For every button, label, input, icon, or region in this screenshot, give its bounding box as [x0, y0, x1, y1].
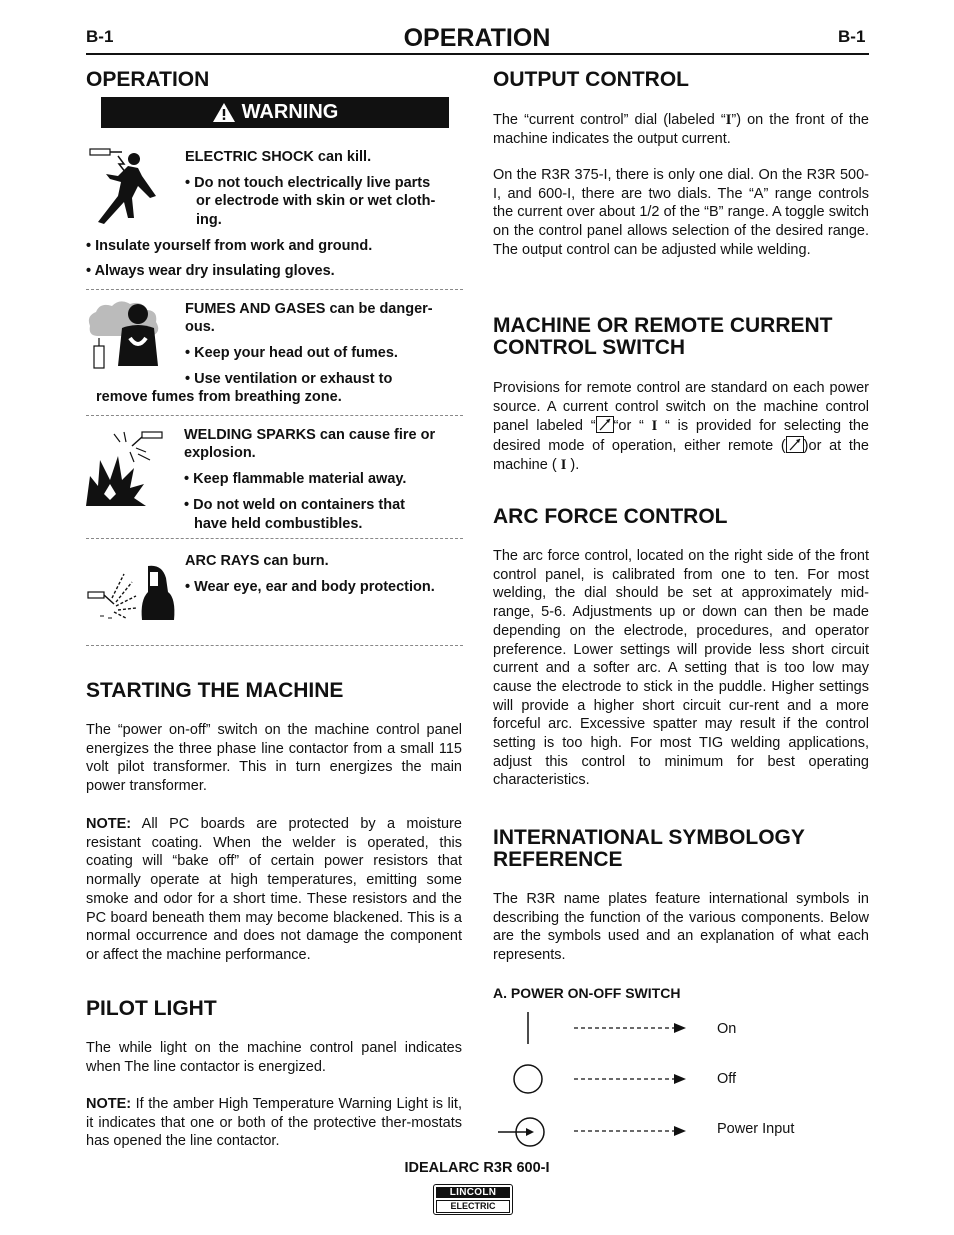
output-text-b: ”) on the front of the machine indicates the output current. [493, 112, 869, 147]
shock-bullet-1c: ing. [196, 212, 222, 228]
shock-bullet-2: • Insulate yourself from work and ground. [86, 238, 373, 254]
logo-top-text: LINCOLN [436, 1187, 510, 1198]
current-symbol: I [725, 112, 732, 128]
remote-symbol-icon [596, 416, 614, 433]
divider [86, 415, 463, 416]
starting-paragraph: The “power on-off” switch on the machine control panel energizes the three phase line contactor from a small 115 volt pilot transformer. This in turn energizes the main power transformer. [86, 722, 462, 795]
pilot-heading: PILOT LIGHT [86, 997, 217, 1020]
note-label: NOTE: [86, 1096, 132, 1112]
rays-bullet-1: • Wear eye, ear and body protection. [185, 579, 435, 595]
sparks-bullet-2a: • Do not weld on containers that [184, 497, 405, 513]
off-circle-icon [510, 1062, 690, 1098]
fumes-bullet-2a: • Use ventilation or exhaust to [185, 371, 393, 387]
local-symbol: I [651, 418, 658, 435]
electric-shock-icon [88, 146, 168, 226]
remote-text-b: “or “ [613, 418, 652, 435]
arc-rays-icon [86, 562, 176, 622]
operation-heading: OPERATION [86, 68, 210, 91]
symbol-label-power-input: Power Input [717, 1121, 795, 1137]
warning-banner [101, 97, 449, 128]
output-paragraph-2: On the R3R 375-I, there is only one dial. On the R3R 500-I, and 600-I, there are two dials. The “A” range controls the current over about 1/2 of the “B” range. A toggle switch on the control panel allows selection of the desired range. The output control can be adjusted while welding. [493, 167, 869, 258]
note-label: NOTE: [86, 816, 132, 832]
warning-label: WARNING [241, 101, 339, 123]
shock-title: ELECTRIC SHOCK can kill. [185, 149, 372, 165]
starting-note [86, 815, 462, 965]
local-symbol: I [560, 456, 567, 473]
sparks-bullet-1: • Keep flammable material away. [184, 471, 407, 487]
divider [86, 538, 463, 539]
model-footer: IDEALARC R3R 600-I [404, 1160, 550, 1176]
fumes-title-b: ous. [185, 319, 215, 335]
page-title: OPERATION [403, 24, 551, 52]
remote-text-c: “ is provided for selecting the desired mode of operation, either remote ( [493, 418, 869, 455]
arc-force-heading: ARC FORCE CONTROL [493, 505, 728, 528]
page-code-left: B-1 [86, 27, 114, 46]
shock-bullet-1a: • Do not touch electrically live parts [185, 175, 431, 191]
header-rule [86, 53, 869, 55]
remote-text-d: )or at the machine ( [493, 438, 869, 473]
sparks-title-b: explosion. [184, 445, 256, 461]
shock-bullet-3: • Always wear dry insulating gloves. [86, 263, 335, 279]
remote-text-a: Provisions for remote control are standard on each power source. A current control switch on the machine control panel labeled “ [493, 380, 869, 435]
remote-paragraph [493, 379, 869, 475]
remote-symbol-icon [786, 436, 804, 453]
symbol-label-off: Off [717, 1071, 737, 1087]
output-paragraph-1 [493, 111, 869, 148]
pilot-note [86, 1095, 462, 1151]
lincoln-electric-logo [433, 1184, 513, 1215]
output-heading: OUTPUT CONTROL [493, 68, 689, 91]
remote-heading-a: MACHINE OR REMOTE CURRENT [493, 314, 833, 337]
arc-force-paragraph: The arc force control, located on the right side of the front control panel, is calibrated from one to ten. For most welding, the dial should be set at approximately mid-range, 5-6. Adjustments up or down can then be made depending on the electrode, procedures, and operator preference. Lower settings will provide less short circuit current and a softer arc. A setting that is too low may cause the electrode to stick in the puddle. Higher settings will provide a higher short circuit cur-rent and a more forceful arc. Excessive spatter may result if the control setting is too high. For most TIG welding applications, adjust this control to minimum for best operating characteristics. [493, 548, 869, 789]
page-code-right: B-1 [838, 27, 866, 46]
fumes-icon [86, 298, 176, 370]
pilot-paragraph: The while light on the machine control panel indicates when The line contactor is energized. [86, 1040, 462, 1075]
pilot-note-text: If the amber High Temperature Warning Light is lit, it indicates that one or both of the protective ther-mostats has opened the line contactor. [86, 1096, 462, 1150]
intl-heading-b: REFERENCE [493, 848, 623, 871]
warning-triangle-icon [212, 102, 236, 123]
shock-bullet-1b: or electrode with skin or wet cloth- [196, 193, 436, 209]
divider [86, 645, 463, 646]
power-input-icon [496, 1114, 690, 1150]
fumes-bullet-1: • Keep your head out of fumes. [185, 345, 398, 361]
intl-paragraph: The R3R name plates feature international symbols in describing the function of the various components. Below are the symbols used and an explanation of what each represents. [493, 891, 869, 964]
power-switch-subheading: A. POWER ON-OFF SWITCH [493, 985, 681, 1001]
output-text-a: The “current control” dial (labeled “ [493, 112, 726, 128]
fumes-title-a: FUMES AND GASES can be danger- [185, 301, 433, 317]
divider [86, 289, 463, 290]
intl-heading-a: INTERNATIONAL SYMBOLOGY [493, 826, 805, 849]
welding-sparks-icon [84, 428, 174, 510]
fumes-bullet-2b: remove fumes from breathing zone. [96, 389, 342, 405]
remote-heading-b: CONTROL SWITCH [493, 336, 686, 359]
starting-heading: STARTING THE MACHINE [86, 679, 344, 702]
symbol-label-on: On [717, 1021, 737, 1037]
sparks-title-a: WELDING SPARKS can cause fire or [184, 427, 436, 443]
starting-note-text: All PC boards are protected by a moisture resistant coating. When the welder is operated, this coating will “bake off” of certain power resistors that normally operate at high temperatures, emitting some smoke and odor for a short time. These resistors and the PC board beneath them may become blackened. This is a normal occurrence and does not damage the component or affect the machine performance. [86, 816, 462, 963]
rays-title: ARC RAYS can burn. [185, 553, 329, 569]
logo-registered-mark: ® [503, 1186, 509, 1195]
sparks-bullet-2b: have held combustibles. [194, 516, 363, 532]
on-line-icon [510, 1010, 690, 1050]
remote-text-e: ). [566, 456, 580, 473]
logo-bottom-text: ELECTRIC [436, 1200, 510, 1213]
